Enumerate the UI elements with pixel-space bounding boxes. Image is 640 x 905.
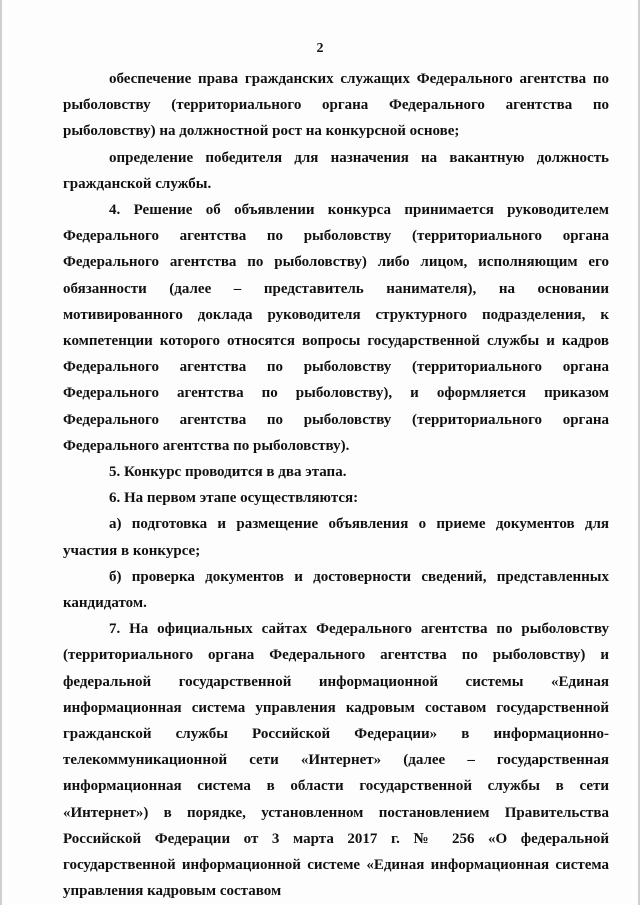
page-number: 2 xyxy=(316,41,324,56)
paragraph-7-official-sites: 7. На официальных сайтах Федерального агентства по рыболовству (территориального органа Федерального агентства по рыболовству) и федеральной государственной информационной системы «Единая информационная система управления кадровым составом государственной гражданской службы Российской Федерации» в информационно-телекоммуникационной сети «Интернет» (далее – государственная информационная система в области государственной службы в сети «Интернет») в порядке, установленном постановлением Правительства Российской Федерации от 3 марта 2017 г. № 256 «О федеральной государственной информационной системе «Единая информационная система управления кадровым составом xyxy=(63,621,609,900)
paragraph-6-first-stage: 6. На первом этапе осуществляются: xyxy=(109,490,359,507)
paragraph-winner-determination: определение победителя для назначения на вакантную должность гражданской службы. xyxy=(63,149,609,192)
paragraph-4-decision: 4. Решение об объявлении конкурса принимается руководителем Федерального агентства по рыболовству (территориального органа Федерального агентства по рыболовству) либо лицом, исполняющим его обязанности (далее – представитель нанимателя), на основании мотивированного доклада руководителя структурного подразделения, к компетенции которого относятся вопросы государственной службы и кадров Федерального агентства по рыболовству (территориального органа Федерального агентства по рыболовству), и оформляется приказом Федерального агентства по рыболовству (территориального органа Федерального агентства по рыболовству). xyxy=(63,202,609,454)
paragraph-6b-document-check: б) проверка документов и достоверности сведений, представленных кандидатом. xyxy=(63,568,609,612)
document-body xyxy=(63,66,609,905)
paragraph-6a-announcement: а) подготовка и размещение объявления о приеме документов для участия в конкурсе; xyxy=(63,516,609,559)
scan-edge-left xyxy=(0,0,2,905)
paragraph-right-to-promotion: обеспечение права гражданских служащих Федерального агентства по рыболовству (территориального органа Федерального агентства по рыболовству) на должностной рост на конкурсной основе; xyxy=(63,71,609,140)
paragraph-5-two-stages: 5. Конкурс проводится в два этапа. xyxy=(109,464,347,481)
